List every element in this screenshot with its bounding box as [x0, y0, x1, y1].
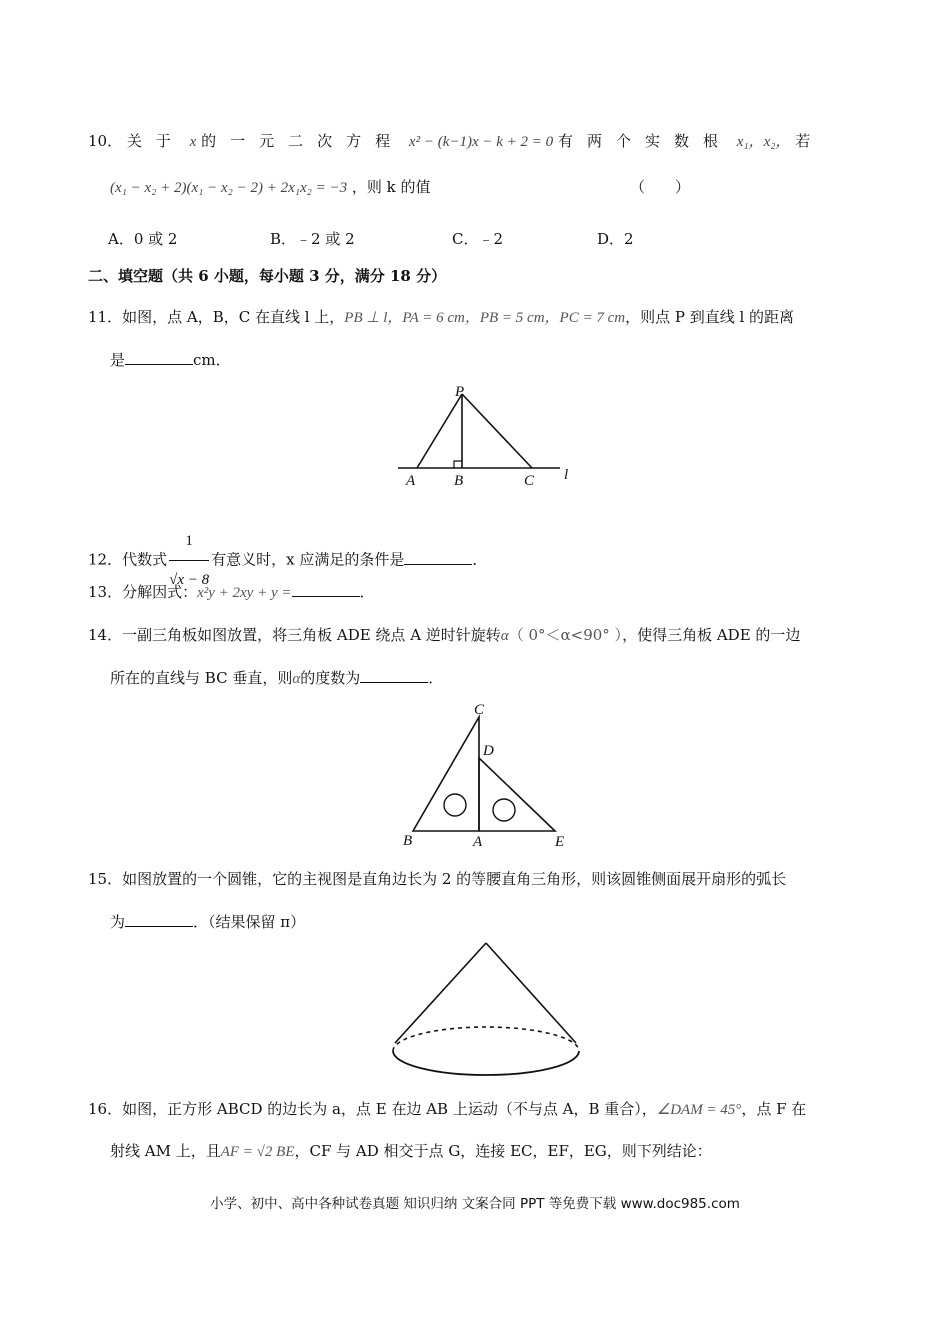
q11-line2: 是 cm．: [110, 348, 231, 371]
label-p: P: [455, 384, 465, 400]
q14-line2: 所在的直线与 BC 垂直，则α的度数为 ．: [110, 666, 443, 690]
label-e: E: [555, 834, 565, 850]
q10-equation: x² − (k−1)x − k + 2 = 0: [408, 134, 554, 150]
q10-option-a: A．0 或 2: [108, 230, 178, 248]
q11-answer-blank: [125, 348, 193, 365]
label-a: A: [406, 473, 416, 489]
section-heading: 二、填空题（共 6 小题，每小题 3 分，满分 18 分）: [88, 267, 447, 285]
q15-answer-blank: [125, 910, 193, 927]
q13-line: 13．分解因式：x²y + 2xy + y = ．: [88, 580, 375, 604]
label-b: B: [454, 473, 464, 489]
q14-line1: 14．一副三角板如图放置，将三角板 ADE 绕点 A 逆时针旋转α（ 0°＜α<90° ），使得三角板 ADE 的一边: [88, 626, 801, 644]
q15-cone-figure: [385, 935, 585, 1085]
q10-line2: (x₁ − x₂ + 2)(x₁ − x₂ − 2) + 2x₁x₂ = −3 ，则 k 的值: [110, 178, 431, 196]
label-l: l: [564, 467, 569, 483]
q12-line: 12．代数式 $\frac{1}{√x - 8}$ 有意义时，x 应满足的条件是 ．: [88, 522, 487, 599]
q14-answer-blank: [360, 666, 428, 683]
label-c: C: [524, 473, 535, 489]
q11-figure: [390, 382, 590, 492]
q14-figure: [398, 700, 578, 850]
label-d: D: [483, 743, 494, 759]
label-b: B: [403, 833, 413, 849]
q10-condition: (x₁ − x₂ + 2)(x₁ − x₂ − 2) + 2x₁x₂ = −3: [110, 180, 348, 196]
q16-line2: 射线 AM 上，且AF = √2 BE，CF 与 AD 相交于点 G，连接 EC，EF，EG，则下列结论：: [110, 1142, 712, 1160]
page-footer: 小学、初中、高中各种试卷真题 知识归纳 文案合同 PPT 等免费下载 www.doc985.com: [210, 1196, 740, 1212]
q10-option-c: C．﹣2: [452, 230, 504, 248]
q10-option-b: B．﹣2 或 2: [270, 230, 355, 248]
label-c: C: [474, 702, 485, 718]
q11-line1: 11．如图，点 A，B，C 在直线 l 上，PB ⊥ l，PA = 6 cm，PB = 5 cm，PC = 7 cm，则点 P 到直线 l 的距离: [88, 308, 795, 326]
label-a: A: [473, 834, 483, 850]
q10-answer-paren: （ ）: [630, 178, 691, 196]
q10-line1: 10． 关于 x 的一元二次方程 x² − (k−1)x − k + 2 = 0 有两个实数根 x₁，x₂， 若: [88, 132, 811, 150]
q12-fraction: $\frac{1}{√x - 8}$: [169, 522, 209, 599]
q15-line1: 15．如图放置的一个圆锥，它的主视图是直角边长为 2 的等腰直角三角形，则该圆锥侧面展开扇形的弧长: [88, 870, 787, 888]
q10-option-d: D．2: [597, 230, 634, 248]
q12-answer-blank: [404, 548, 472, 565]
q13-answer-blank: [292, 580, 360, 597]
q16-line1: 16．如图，正方形 ABCD 的边长为 a，点 E 在边 AB 上运动（不与点 A，B 重合），∠DAM = 45°，点 F 在: [88, 1100, 807, 1118]
q15-line2: 为 ．（结果保留 π）: [110, 910, 305, 933]
